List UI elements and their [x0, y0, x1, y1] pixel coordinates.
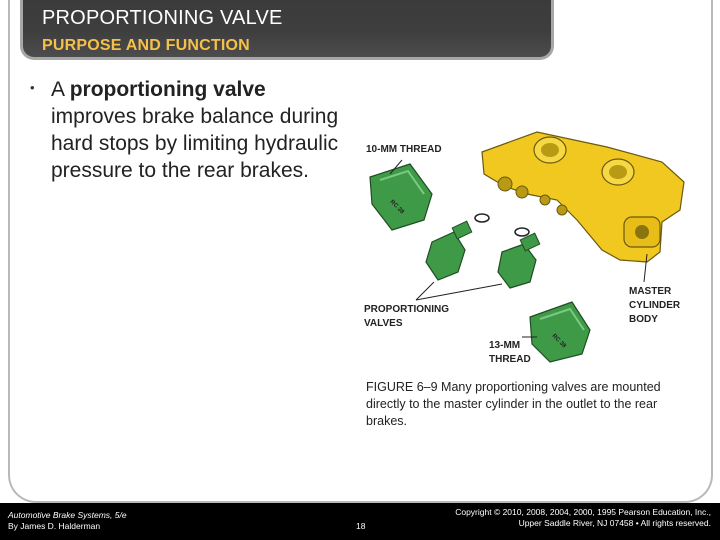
footer-book-info: [8, 510, 127, 532]
figure-caption: [366, 379, 666, 430]
footer-book-title: Automotive Brake Systems, 5/e: [8, 510, 127, 520]
footer-bar: [0, 503, 720, 540]
label-cylinder: CYLINDER: [629, 300, 681, 311]
figure-number: FIGURE 6–9: [366, 380, 438, 394]
label-master: MASTER: [629, 286, 672, 297]
footer-author: By James D. Halderman: [8, 521, 101, 531]
footer-copyright: [411, 507, 711, 529]
label-body: BODY: [629, 314, 658, 325]
figure-caption-text: Many proportioning valves are mounted directly to the master cylinder in the outlet to the rear brakes.: [366, 380, 661, 428]
label-13mm: 13-MM: [489, 340, 521, 351]
label-valves: VALVES: [364, 318, 403, 329]
slide-subtitle: PURPOSE AND FUNCTION: [42, 37, 250, 54]
bullet-text-rest: improves brake balance during hard stops by limiting hydraulic pressure to the rear brakes.: [51, 105, 339, 182]
bullet-text-prefix: A: [51, 78, 70, 101]
bullet-text: [51, 76, 351, 184]
footer-copyright-line2: Upper Saddle River, NJ 07458 • All rights reserved.: [518, 518, 711, 528]
label-10mm-thread: 10-MM THREAD: [366, 144, 442, 155]
slide-title: PROPORTIONING VALVE: [42, 7, 283, 29]
bullet-icon: •: [30, 80, 35, 95]
label-thread: THREAD: [489, 354, 531, 365]
svg-text:RC 38: RC 38: [550, 333, 567, 350]
label-proportioning: PROPORTIONING: [364, 304, 450, 315]
bullet-text-bold: proportioning valve: [69, 78, 266, 101]
svg-text:RC 38: RC 38: [388, 199, 405, 216]
proportioning-valve-figure: [362, 122, 697, 367]
footer-copyright-line1: Copyright © 2010, 2008, 2004, 2000, 1995 Pearson Education, Inc.,: [455, 507, 711, 517]
footer-page-number: 18: [356, 521, 366, 531]
